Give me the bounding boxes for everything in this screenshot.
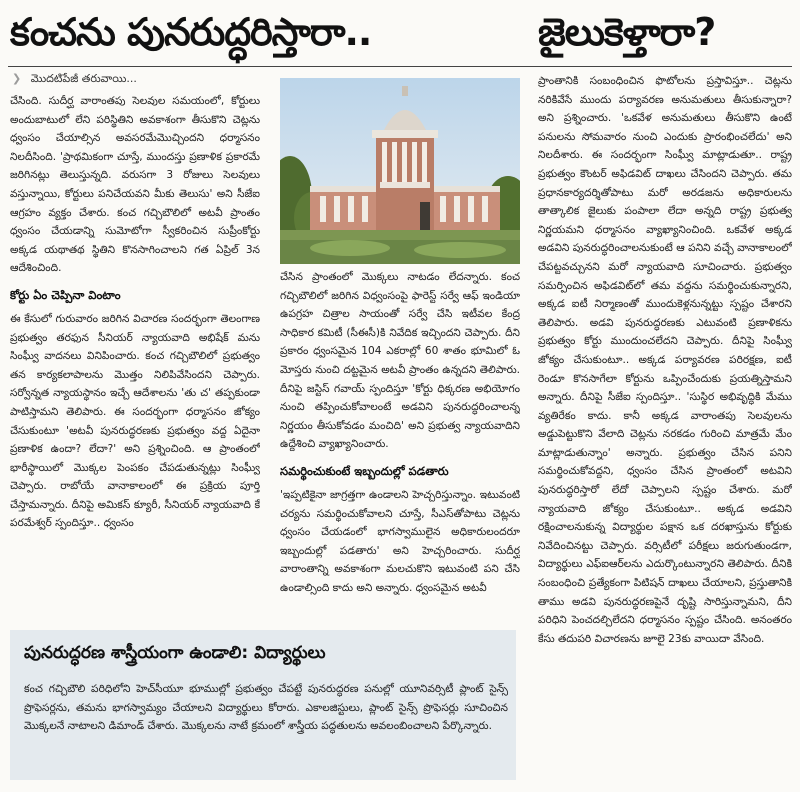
kicker-text: మొదటిపేజీ తరువాయి... (30, 72, 137, 85)
article-paragraph: ఈ కేసులో గురువారం జరిగిన విచారణ సందర్భంగా తెలంగాణ ప్రభుత్వం తరఫున సీనియర్ న్యాయవాది అభిషేక్ మను సింఘ్వీ వాదనలు వినిపించారు. కంచ గచ్చిబౌలిలో ప్రభుత్వం తన కార్యకలాపాలను మొత్తం నిలిపివేసిందని చెప్పారు. సర్వోన్నత న్యాయస్థానం ఇచ్చే ఆదేశాలను 'తు చ' తప్పకుండా పాటిస్తామని తెలిపారు. ఈ సందర్భంగా ధర్మాసనం జోక్యం చేసుకుంటూ 'అటవీ పునరుద్ధరణకు ప్రభుత్వం వద్ద ఏదైనా ప్రణాళిక ఉందా? లేదా?' అని ప్రశ్నించింది. ఆ ప్రాంతంలో భారీస్థాయిలో మొక్కల పెంపకం చేపడుతున్నట్లు సింఘ్వీ చెప్పారు. రాబోయే వానాకాలంలో ఈ ప్రక్రియ పూర్తి చేస్తామన్నారు. దీనిపై అమికస్ క్యూరీ, సీనియర్ న్యాయవాది కే పరమేశ్వర్ స్పందిస్తూ.. ధ్వంసం (10, 312, 260, 530)
article-column-2 (280, 268, 520, 632)
article-paragraph: 'ఇప్పటికైనా జాగ్రత్తగా ఉండాలని హెచ్చరిస్తున్నాం. ఇటువంటి చర్యను సమర్థించుకోవాలని చూస్తే, సీఎస్‌తోపాటు చెట్లను ధ్వంసం చేయడంలో భాగస్వాములైన అధికారులందరూ ఇబ్బందుల్లో పడతారు' అని హెచ్చరించారు. సుదీర్ఘ వారాంతాన్ని అవకాశంగా మలచుకొని ఇటువంటి పని చేసి ఉండాల్సింది కాదు అని అన్నారు. ధ్వంసమైన అటవీ (280, 488, 520, 594)
box-paragraph: కంచ గచ్చిబౌలి పరిధిలోని హెచ్‌సీయూ భూముల్లో ప్రభుత్వం చేపట్టే పునరుద్ధరణ పనుల్లో యూనివర్సిటీ ప్లాంట్ సైన్స్ ప్రొఫెసర్లను, తమను భాగస్వామ్యం చేయాలని విద్యార్థులు కోరారు. ఎకాలజిస్టులు, ప్లాంట్ సైన్స్ ప్రొఫెసర్లు సూచించిన మొక్కలనే నాటాలని డిమాండ్ చేశారు. మొక్కలను నాటే క్రమంలో శాస్త్రీయ పద్ధతులను అవలంబించాలని పేర్కొన్నారు. (24, 683, 508, 733)
chevron-right-icon: ❯ (12, 72, 22, 85)
article-column-3 (538, 72, 792, 784)
supreme-court-building-image (280, 78, 520, 264)
supreme-court-photo (280, 78, 520, 264)
article-paragraph: చేసింది. సుదీర్ఘ వారాంతపు సెలవుల సమయంలో, కోర్టులు అందుబాటులో లేని పరిస్థితిని అవకాశంగా తీసుకొని చెట్లను ధ్వంసం చేయాల్సిన అవసరమేమొచ్చిందని ధర్మాసనం నిలదీసింది. 'ప్రాథమికంగా చూస్తే, ముందస్తు ప్రణాళిక ప్రకారమే జరిగినట్లు తెలుస్తున్నది. వరుసగా 3 రోజులు సెలవులు వస్తున్నాయి, కోర్టులు పనిచేయవని మీకు తెలుసు' అని సీజేఐ ఆగ్రహం వ్యక్తం చేశారు. కంచ గచ్చిబౌలిలో అటవీ ప్రాంతం ధ్వంసం చేయడాన్ని సుమోటోగా స్వీకరించిన సుప్రీంకోర్టు అక్కడ యథాతథ స్థితిని కొనసాగించాలని గత ఏప్రిల్ 3న ఆదేశించింది. (10, 95, 260, 275)
box-title: పునరుద్ధరణ శాస్త్రీయంగా ఉండాలి: విద్యార్థులు (24, 643, 326, 663)
box-body (24, 680, 508, 776)
subheading-warning: సమర్థించుకుంటే ఇబ్బందుల్లో పడతారు (280, 463, 449, 478)
headline-part-2: జైలుకెళ్తారా? (538, 10, 716, 54)
subheading-court: కోర్టు ఏం చెప్పినా వింటాం (10, 287, 121, 302)
continued-from-front-page (12, 70, 252, 88)
article-paragraph: ప్రాంతానికి సంబంధించిన ఫొటోలను ప్రస్తావిస్తూ.. చెట్లను నరికివేసే ముందు పర్యావరణ అనుమతులు తీసుకున్నారా? అని ప్రశ్నించారు. 'ఒకవేళ అనుమతులు తీసుకొని ఉంటే పనులను సోమవారం నుంచి ఎందుకు ప్రారంభించలేదు' అని నిలదీశారు. ఈ సందర్భంగా సింఘ్వీ మాట్లాడుతూ.. రాష్ట్ర ప్రభుత్వం కౌంటర్ అఫిడవిట్ దాఖలు చేసిందని చెప్పారు. తమ ప్రధానకార్యదర్శితోపాటు మరో అరడజను అధికారులను తాత్కాలిక జైలుకు పంపాలా లేదా అన్నది రాష్ట్ర ప్రభుత్వ నిర్ణయమని ధర్మాసనం వ్యాఖ్యానించింది. ఒకవేళ అక్కడ అడవిని పునరుద్ధరించాలనుకుంటే ఆ పనిని వచ్చే వానాకాలంలో చేపట్టవచ్చునని మరో న్యాయవాది సూచించారు. ప్రభుత్వం సమర్పించిన అఫిడవిట్‌లో తమ వద్దను సమర్థించుకున్నారని, అక్కడ ఐటీ నిర్మాణంతో ముందుకెళ్లనున్నట్టు స్పష్టం చేశారని తెలిపారు. అడవి పునరుద్ధరణకు ఎటువంటి ప్రణాళికను ప్రభుత్వం కోర్టు ముందుంచలేదని చెప్పారు. దీనిపై సింఘ్వీ జోక్యం చేసుకుంటూ.. అక్కడ పర్యావరణ పరిరక్షణ, ఐటీ రెండూ కొనసాగేలా కోర్టును ఒప్పించేందుకు ప్రయత్నిస్తామని అన్నారు. దీనిపై సీజేఐ స్పందిస్తూ.. 'సుస్థిర అభివృద్ధికి మేము వ్యతిరేకం కాదు. కానీ అక్కడ వారాంతపు సెలవులను అడ్డుపెట్టుకొని వేలాది చెట్లను నరకడం గురించి మాత్రమే మేం మాట్లాడుతున్నాం' అన్నారు. ప్రభుత్వం చేసిన పనిని సమర్థించుకోవద్దని, ధ్వంసం చేసిన ప్రాంతంలో అటవిని పునరుద్ధరిస్తారో లేదో చెప్పాలని స్పష్టం చేశారు. మరో న్యాయవాది జోక్యం చేసుకుంటూ.. అక్కడ అడవిని రక్షించాలనుకున్న విద్యార్థుల పక్షాన ఒక దరఖాస్తును కోర్టుకు నివేదించినట్టు చెప్పారు. వర్సిటీలో పరీక్షలు జరుగుతుండగా, విద్యార్థులు ఎఫ్ఐఆర్‌లను ఎదుర్కొంటున్నారని తెలిపారు. దీనికి సంబంధించి ప్రత్యేకంగా పిటిషన్ దాఖలు చేయాలని, ప్రస్తుతానికి తాము అడవి పునరుద్ధరణపైనే దృష్టి సారిస్తున్నామని, దీని పరిధిని పెంచదల్చిలేదని ధర్మాసనం స్పష్టం చేసింది. అనంతరం కేసు తదుపరి విచారణను జూలై 23కు వాయిదా వేసింది. (538, 75, 792, 645)
students-sidebar-box (10, 630, 516, 780)
headline-part-1: కంచను పునరుద్ధరిస్తారా.. (10, 10, 372, 54)
headline-rule (8, 66, 792, 67)
article-paragraph: చేసిన ప్రాంతంలో మొక్కలు నాటడం లేదన్నారు. కంచ గచ్చిబౌలిలో జరిగిన విధ్వంసంపై ఫారెస్ట్ సర్వే ఆఫ్ ఇండియా ఉపగ్రహ చిత్రాల సాయంతో సర్వే చేసి ఇటీవల కేంద్ర సాధికార కమిటీ (సీఈసీ)కి నివేదిక ఇచ్చిందని చెప్పారు. దీని ప్రకారం ధ్వంసమైన 104 ఎకరాల్లో 60 శాతం భూమిలో ఓ మోస్తరు నుంచి దట్టమైన అటవీ ప్రాంతం ఉన్నదని తెలిపారు. దీనిపై జస్టిస్ గవాయ్ స్పందిస్తూ 'కోర్టు ధిక్కరణ అభియోగం నుంచి తప్పించుకోవాలంటే అడవిని పునరుద్ధరించాలన్న నిర్ణయం తీసుకోవడం మంచిది' అని ప్రభుత్వ న్యాయవాదిని ఉద్దేశించి వ్యాఖ్యానించారు. (280, 271, 520, 451)
headline (0, 0, 800, 64)
article-column-1 (10, 92, 260, 620)
